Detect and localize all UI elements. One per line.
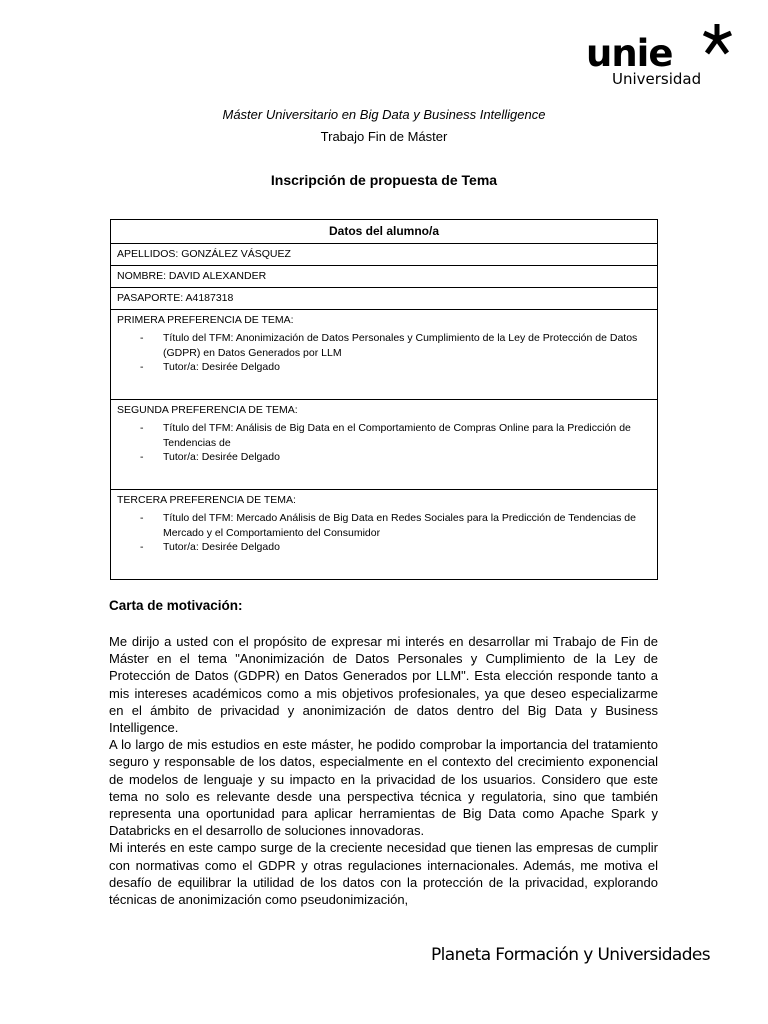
- pref-tfm: - Título del TFM: Anonimización de Datos Personales y Cumplimiento de la Ley de Protección de Datos (GDPR) en Datos Generados por LLM: [117, 331, 651, 360]
- footer-text: Planeta Formación y Universidades: [431, 945, 711, 965]
- carta-paragraph: A lo largo de mis estudios en este máster, he podido comprobar la importancia del tratamiento seguro y responsable de los datos, especialmente en el contexto del crecimiento exponencial de modelos de lenguaje y su impacto en la privacidad de los usuarios. Considero que este tema no solo es relevante desde una perspectiva técnica y regulatoria, sino que también representa una oportunidad para aplicar herramientas de Big Data como Apache Spark y Databricks en el desarrollo de soluciones innovadoras.: [109, 737, 658, 839]
- carta-paragraph: Mi interés en este campo surge de la creciente necesidad que tienen las empresas de cumplir con normativas como el GDPR y otras regulaciones internacionales. Además, me motiva el desafío de equilibrar la utilidad de los datos con la protección de la privacidad, explorando técnicas de anonimización como pseudonimización,: [109, 840, 658, 908]
- pref-list: [117, 331, 651, 375]
- unie-logo: [586, 20, 746, 92]
- pref-title: PRIMERA PREFERENCIA DE TEMA:: [117, 314, 294, 326]
- student-data-table: [110, 219, 658, 580]
- page-title: Inscripción de propuesta de Tema: [270, 172, 498, 188]
- pref-tfm: - Título del TFM: Mercado Análisis de Big Data en Redes Sociales para la Predicción de Tendencias de Mercado y el Comportamiento del Consumidor: [117, 511, 651, 540]
- asterisk-icon: [703, 22, 735, 56]
- logo-subtitle: Universidad: [612, 70, 702, 88]
- pref-tfm: - Título del TFM: Análisis de Big Data en el Comportamiento de Compras Online para la Predicción de Tendencias de: [117, 421, 651, 450]
- primera-preferencia: [111, 310, 658, 400]
- logo-wordmark: unie: [586, 32, 673, 75]
- segunda-preferencia: [111, 400, 658, 490]
- pref-tutor: - Tutor/a: Desirée Delgado: [117, 540, 651, 555]
- pasaporte-row: PASAPORTE: A4187318: [111, 288, 658, 310]
- carta-title: Carta de motivación:: [109, 598, 243, 613]
- apellidos-row: APELLIDOS: GONZÁLEZ VÁSQUEZ: [111, 244, 658, 266]
- master-title: Máster Universitario en Big Data y Business Intelligence: [222, 107, 546, 122]
- pref-list: [117, 511, 651, 555]
- pref-tutor: - Tutor/a: Desirée Delgado: [117, 360, 651, 375]
- tercera-preferencia: [111, 490, 658, 580]
- pref-title: TERCERA PREFERENCIA DE TEMA:: [117, 494, 296, 506]
- table-header: Datos del alumno/a: [111, 220, 658, 244]
- pref-title: SEGUNDA PREFERENCIA DE TEMA:: [117, 404, 298, 416]
- footer-brand: [425, 942, 711, 968]
- carta-paragraph: Me dirijo a usted con el propósito de expresar mi interés en desarrollar mi Trabajo de Fin de Máster en el tema "Anonimización de Datos Personales y Cumplimiento de la Ley de Protección de Datos (GDPR) en Datos Generados por LLM". Esta elección responde tanto a mis intereses académicos como a mis objetivos profesionales, ya que deseo especializarme en el ámbito de privacidad y anonimización de datos dentro del Big Data y Business Intelligence.: [109, 634, 658, 736]
- pref-tutor: - Tutor/a: Desirée Delgado: [117, 450, 651, 465]
- pref-list: [117, 421, 651, 465]
- carta-body: [109, 633, 658, 937]
- tfm-subtitle: Trabajo Fin de Máster: [320, 129, 448, 144]
- nombre-row: NOMBRE: DAVID ALEXANDER: [111, 266, 658, 288]
